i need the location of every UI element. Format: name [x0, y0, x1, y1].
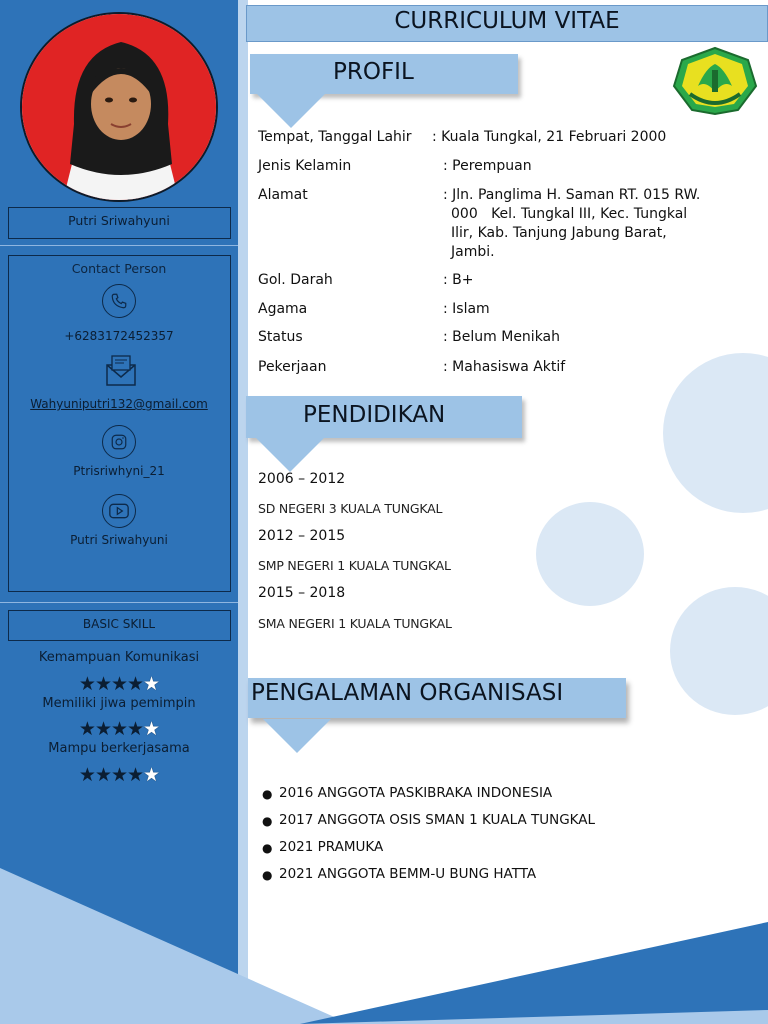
skill-rating: ★★★★★: [78, 673, 160, 695]
profil-label: Agama: [258, 301, 308, 317]
skill-name: Mampu berkerjasama: [48, 741, 190, 756]
profil-label: Alamat: [258, 187, 308, 203]
address-line: 000 Kel. Tungkal III, Kec. Tungkal: [451, 206, 688, 222]
profil-label: Pekerjaan: [258, 359, 327, 375]
decor-circle: [536, 502, 644, 606]
profile-name: Putri Sriwahyuni: [68, 213, 170, 228]
skill-name: Kemampuan Komunikasi: [38, 650, 200, 665]
profil-label: Tempat, Tanggal Lahir: [258, 129, 412, 145]
edu-school: SMA NEGERI 1 KUALA TUNGKAL: [258, 616, 452, 631]
organisasi-item: 2021 PRAMUKA: [279, 839, 384, 855]
edu-years: 2006 – 2012: [258, 471, 346, 487]
profil-value: : Mahasiswa Aktif: [443, 359, 566, 375]
youtube-channel: Putri Sriwahyuni: [70, 533, 168, 547]
organisasi-bullet: ●: [262, 787, 273, 801]
pendidikan-heading: PENDIDIKAN: [303, 402, 446, 428]
pendidikan-pointer: [256, 438, 324, 472]
profil-value: : Islam: [443, 301, 490, 317]
organisasi-bullet: ●: [262, 841, 273, 855]
skill-title: BASIC SKILL: [82, 617, 156, 631]
profil-heading: PROFIL: [333, 59, 414, 85]
profil-pointer: [257, 94, 325, 128]
profil-value: : B+: [443, 272, 474, 288]
organisasi-bullet: ●: [262, 814, 273, 828]
profil-label: Status: [258, 329, 303, 345]
phone-number: +6283172452357: [64, 329, 174, 343]
profil-label: Gol. Darah: [258, 272, 333, 288]
page-title: CURRICULUM VITAE: [394, 8, 620, 34]
skill-rating: ★★★★★: [78, 718, 160, 740]
profil-value: : Jln. Panglima H. Saman RT. 015 RW.: [443, 187, 701, 203]
profil-value: : Kuala Tungkal, 21 Februari 2000: [432, 129, 667, 145]
edu-years: 2012 – 2015: [258, 528, 346, 544]
instagram-handle: Ptrisriwhyni_21: [73, 464, 165, 478]
profil-value: : Belum Menikah: [443, 329, 561, 345]
organisasi-pointer: [263, 719, 331, 753]
email-link[interactable]: Wahyuniputri132@gmail.com: [30, 397, 208, 411]
edu-school: SD NEGERI 3 KUALA TUNGKAL: [258, 501, 443, 516]
address-line: Ilir, Kab. Tanjung Jabung Barat,: [451, 225, 667, 241]
organisasi-item: 2021 ANGGOTA BEMM-U BUNG HATTA: [279, 866, 537, 882]
skill-name: Memiliki jiwa pemimpin: [42, 696, 196, 711]
edu-school: SMP NEGERI 1 KUALA TUNGKAL: [258, 558, 451, 573]
organisasi-item: 2017 ANGGOTA OSIS SMAN 1 KUALA TUNGKAL: [279, 812, 596, 828]
contact-title: Contact Person: [71, 261, 167, 276]
skill-rating: ★★★★★: [78, 764, 160, 786]
profil-value: : Perempuan: [443, 158, 532, 174]
address-line: Jambi.: [451, 244, 495, 260]
organisasi-item: 2016 ANGGOTA PASKIBRAKA INDONESIA: [279, 785, 553, 801]
organisasi-bullet: ●: [262, 868, 273, 882]
profil-label: Jenis Kelamin: [258, 158, 352, 174]
university-logo: [668, 46, 762, 116]
organisasi-heading: PENGALAMAN ORGANISASI: [251, 680, 564, 706]
edu-years: 2015 – 2018: [258, 585, 346, 601]
